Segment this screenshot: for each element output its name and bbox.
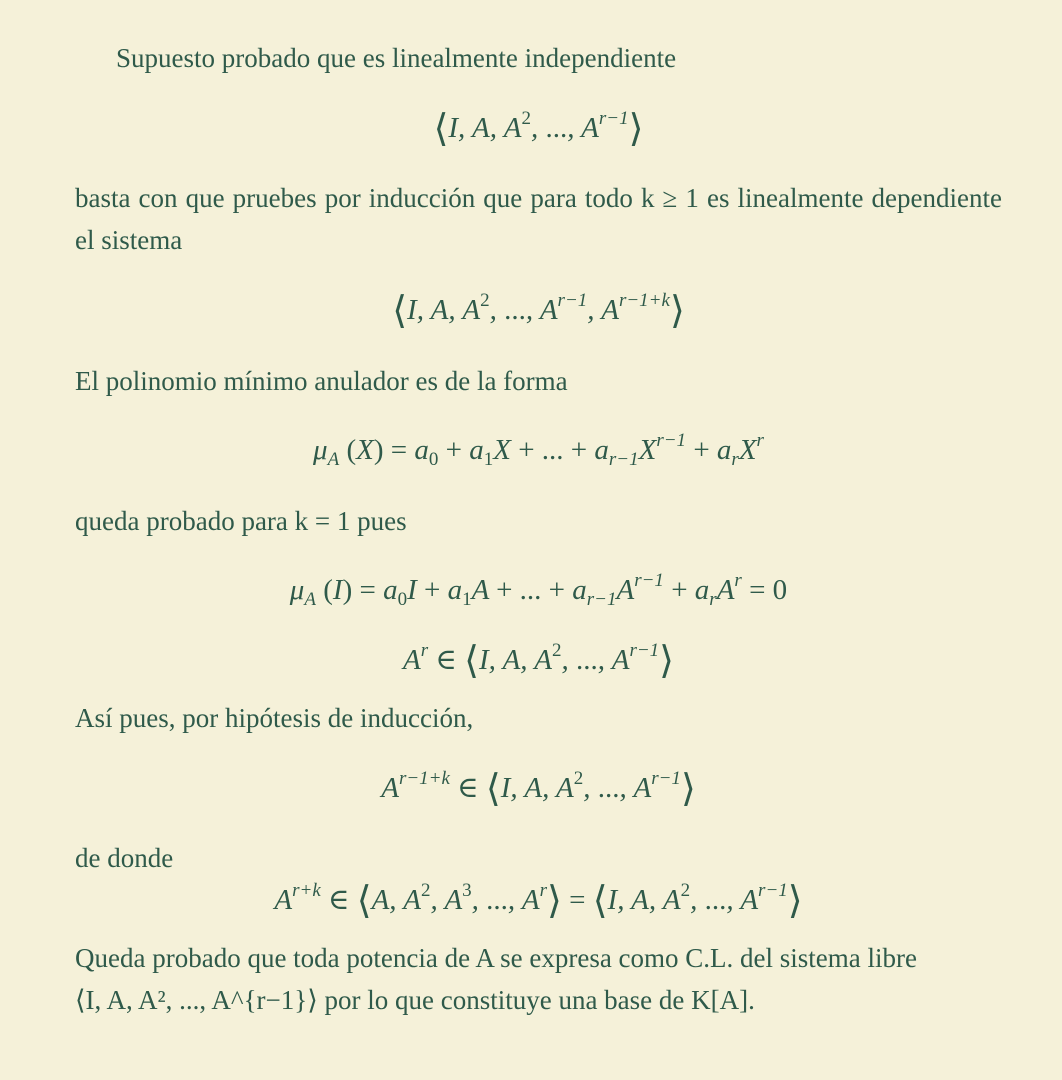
equation-span-basis: ⟨I, A, $A^2$, ..., $A^{r-1}⟩$ <box>433 108 644 150</box>
equation-hypothesis: $A^{r-1+k}$ ∈ ⟨I, A, $A^2$, ..., $A^{r-1}⟩$ <box>381 768 696 810</box>
paragraph-minimal-polynomial: El polinomio mínimo anulador es de la forma <box>75 366 568 396</box>
paragraph-base-case: queda probado para k = 1 pues <box>75 506 407 536</box>
paragraph-final: Queda probado que toda potencia de A se expresa como C.L. del sistema libre ⟨I, A, A², ..., A^{r−1}⟩ por lo que constituye una base de K[A]. <box>75 943 917 1015</box>
paragraph-whence: de donde <box>75 843 174 873</box>
paragraph-induction: basta con que pruebes por inducción que para todo k ≥ 1 es linealmente dependiente el sistema <box>75 183 1002 255</box>
equation-conclusion: $A^{r+k}$ ∈ ⟨A, $A^2$, $A^3$, ..., $A^r⟩$ = ⟨I, A, $A^2$, ..., $A^{r-1}⟩$ <box>274 880 803 922</box>
final-line-span: ⟨I, A, A², ..., A^{r−1}⟩ por lo que constituye una base de K[A]. <box>75 985 755 1015</box>
equation-span-extended: ⟨I, A, $A^2$, ..., $A^{r-1}$, $A^{r-1+k}⟩$ <box>392 290 685 332</box>
equation-power-r-in-span: $A^r$ ∈ ⟨I, A, $A^2$, ..., $A^{r-1}⟩$ <box>403 640 674 682</box>
paragraph-intro: Supuesto probado que es linealmente independiente <box>116 43 677 73</box>
paragraph-hypothesis: Así pues, por hipótesis de inducción, <box>75 703 474 733</box>
equation-minimal-polynomial: $\mu_A$ $(X) = a_0 + a_1X$ + ... + $a_{r-1}X^{r-1} + a_rX^r$ <box>313 430 764 470</box>
equation-polynomial-evaluated: $\mu_A$ $(I) = a_0I + a_1A$ + ... + $a_{r-1}A^{r-1} + a_rA^r = 0$ <box>289 570 788 610</box>
